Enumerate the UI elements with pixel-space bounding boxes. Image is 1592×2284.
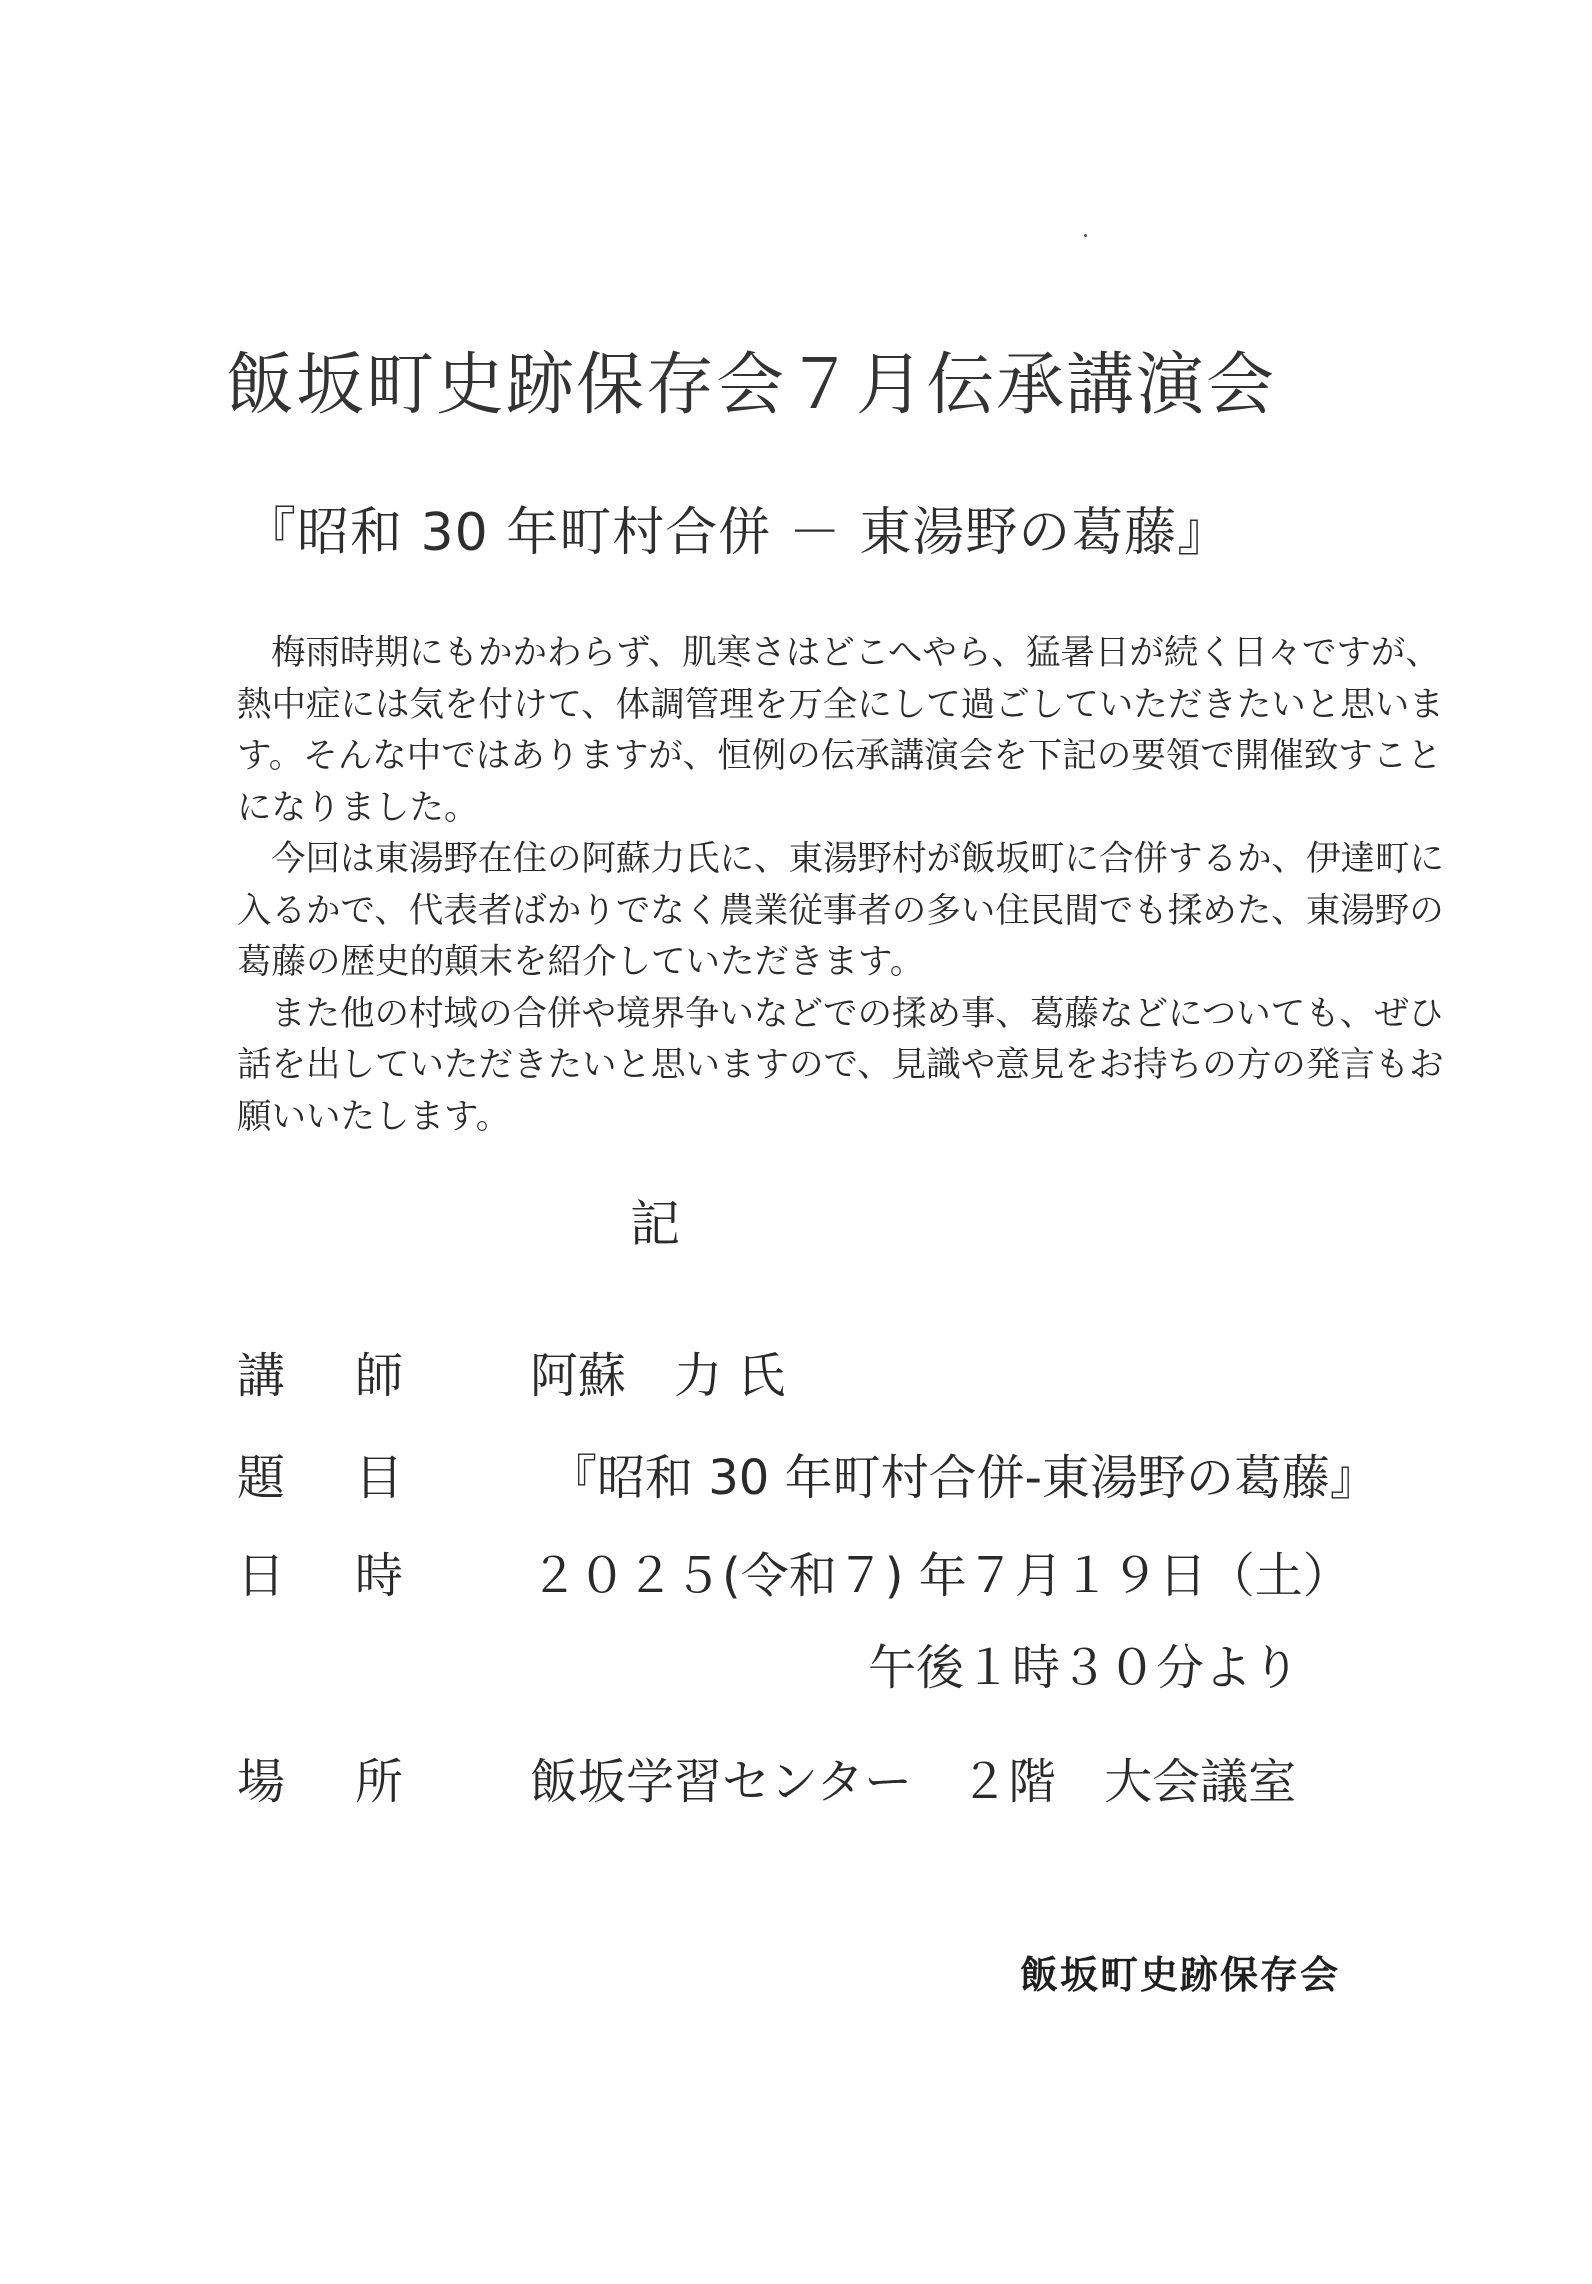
- body-line: 梅雨時期にもかかわらず、肌寒さはどこへやら、猛暑日が続く日々ですが、: [271, 633, 1440, 673]
- body-line: になりました。: [237, 787, 479, 828]
- body-line: また他の村域の合併や境界争いなどでの揉め事、葛藤などについても、ぜひ: [271, 993, 1444, 1034]
- paragraph-2: [237, 834, 1444, 989]
- topic-label: 題目: [237, 1450, 474, 1506]
- body-line: 願いいたします。: [237, 1096, 511, 1137]
- notice-body: [237, 628, 1444, 1143]
- speaker-label: 講師: [237, 1348, 474, 1404]
- notice-subtitle: 『昭和 30 年町村合併 － 東湯野の葛藤』: [244, 503, 1231, 563]
- paragraph-1: [237, 628, 1444, 834]
- topic-value: 『昭和 30 年町村合併-東湯野の葛藤』: [549, 1450, 1378, 1506]
- place-value: 飯坂学習センター ２階 大会議室: [530, 1754, 1297, 1810]
- speaker-value: 阿蘇 力 氏: [530, 1348, 786, 1404]
- body-line: 熱中症には気を付けて、体調管理を万全にして過ごしていただきたいと思いま: [237, 684, 1444, 725]
- notice-title: 飯坂町史跡保存会７月伝承講演会: [226, 346, 1277, 425]
- time-value: 午後１時３０分より: [868, 1640, 1301, 1696]
- body-line: 葛藤の歴史的顛末を紹介していただきます。: [237, 942, 925, 982]
- body-line: 話を出していただきたいと思いますので、見識や意見をお持ちの方の発言もお: [237, 1045, 1444, 1085]
- body-line: 今回は東湯野在住の阿蘇力氏に、東湯野村が飯坂町に合併するか、伊達町に: [271, 839, 1444, 879]
- organizer-name: 飯坂町史跡保存会: [1020, 1953, 1341, 1997]
- scan-speck: [1084, 234, 1087, 237]
- body-line: す。そんな中ではありますが、恒例の伝承講演会を下記の要領で開催致すこと: [237, 736, 1442, 776]
- datetime-label: 日時: [237, 1548, 474, 1604]
- datetime-value: ２０２５(令和７) 年７月１９日（土）: [530, 1548, 1351, 1604]
- paragraph-3: [237, 989, 1444, 1144]
- ki-heading: 記: [630, 1195, 680, 1253]
- place-label: 場所: [237, 1754, 474, 1810]
- body-line: 入るかで、代表者ばかりでなく農業従事者の多い住民間でも揉めた、東湯野の: [237, 890, 1444, 931]
